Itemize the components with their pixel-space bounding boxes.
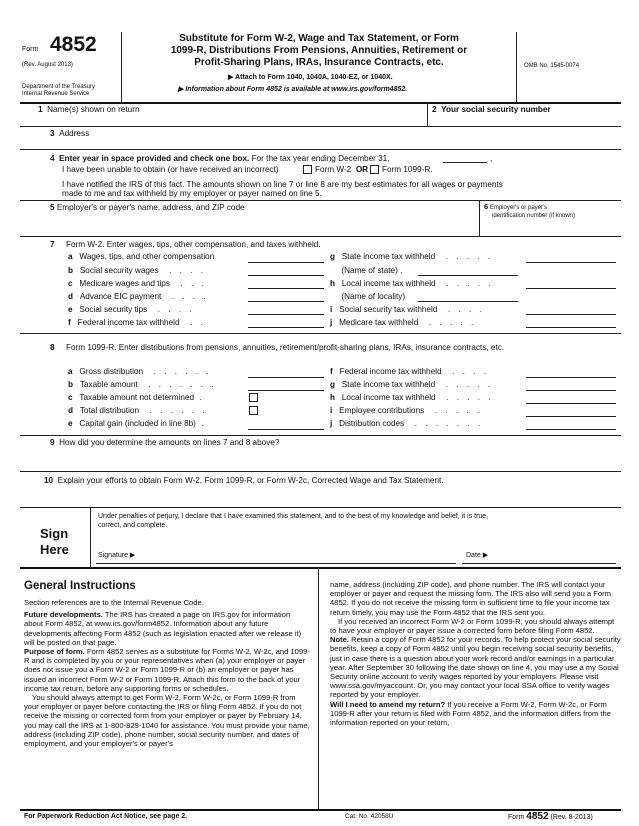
footer-paperwork-notice: For Paperwork Reduction Act Notice, see page 2. [24, 813, 188, 820]
line8-row: i Employee contributions . . . . . [330, 406, 483, 415]
signature-label: Signature ▶ [98, 552, 136, 559]
tax-year-field[interactable] [443, 162, 487, 163]
line6-label: 6 Employer's or payer's identification number (if known) [484, 202, 576, 219]
instructions-right-column [330, 580, 622, 727]
line7-row: (Name of locality) [341, 292, 406, 301]
line4-notice-1: I have notified the IRS of this fact. The amounts shown on line 7 or line 8 are my best estimates for all wages or payments [62, 180, 503, 189]
line8j-field[interactable] [526, 429, 616, 430]
line8-row: b Taxable amount . . . . . . . [68, 380, 217, 389]
instructions-paragraph: name, address (including ZIP code), and phone number. The IRS will contact your employer or payer and request the missing form. The IRS also will send you a Form 4852. If you do not receive the missing form in sufficient time to file your income tax return timely, you may use the Form 4852 that the IRS sent you. [330, 580, 611, 617]
line7g-field[interactable] [526, 262, 616, 263]
line8-intro: 8 Form 1099-R. Enter distributions from pensions, annuities, retirement/profit-sharing plans, IRAs, insurance contracts, etc. [50, 343, 505, 352]
triangle-icon: ▶ [178, 86, 184, 93]
line7e-field[interactable] [248, 314, 324, 315]
line8-row: d Total distribution . . . . . . [68, 406, 208, 415]
line7a-field[interactable] [248, 262, 324, 263]
instructions-paragraph: Section references are to the Internal Revenue Code. [24, 598, 204, 607]
line2-label: 2 Your social security number [432, 105, 551, 114]
footer-form-id: Form 4852 (Rev. 8-2013) [508, 811, 593, 822]
instructions-paragraph: Purpose of form. Form 4852 serves as a substitute for Forms W-2, W-2c, and 1099-R and is completed by you or your representatives when (a) your employer or payer does not issue you a Form W-2 or Form 1099-R or (b) an employer or payer has issued an incorrect Form W-2 or Form 1099-R. Attach this form to the back of your income tax return, before any supporting forms or schedules. [24, 647, 310, 693]
line8-row: c Taxable amount not determined . [68, 393, 205, 402]
line8a-field[interactable] [248, 377, 324, 378]
line7-row: (Name of state) . [341, 266, 403, 275]
line8-row: g State income tax withheld . . . . . [330, 380, 494, 389]
line7-row: a Wages, tips, and other compensation [68, 252, 215, 261]
line7c-field[interactable] [248, 288, 324, 289]
signature-line[interactable] [96, 563, 456, 564]
form-1099r-checkbox[interactable] [370, 165, 379, 174]
employer-field[interactable] [50, 214, 475, 234]
line8-row: a Gross distribution . . . . . . [68, 367, 212, 376]
instructions-left-column [24, 598, 311, 748]
instructions-paragraph: Future developments. The IRS has created a page on IRS.gov for information about Form 4852, at www.irs.gov/form4852. Information about any future developments affecting Form 4852 (such as legislation enacted after we release it) will be posted on that page. [24, 610, 302, 647]
line8-row: f Federal income tax withheld . . . . [330, 367, 489, 376]
info-instruction: ▶ Information about Form 4852 is available at www.irs.gov/form4852. [178, 86, 408, 93]
line9-label: 9 How did you determine the amounts on lines 7 and 8 above? [50, 438, 280, 447]
revision-date: (Rev. August 2013) [22, 62, 73, 68]
omb-number: OMB No. 1545-0074 [524, 63, 580, 69]
perjury-statement: Under penalties of perjury, I declare that I have examined this statement, and to the best of my knowledge and belief, it is true, correct, and complete. [98, 513, 489, 529]
instructions-paragraph: If you received an incorrect Form W-2 or Form 1099-R, you should always attempt to have your employer or payer issue a corrected form before filing Form 4852. [330, 616, 615, 636]
line7-row: c Medicare wages and tips . . . [68, 279, 207, 288]
form-title: Substitute for Form W-2, Wage and Tax Statement, or Form 1099-R, Distributions From Pensions, Annuities, Retirement or Profit-Sharing Plans, IRAs, Insurance Contracts, etc. [170, 33, 468, 68]
locality-name-field[interactable] [418, 301, 518, 302]
line7-row: j Medicare tax withheld . . . . . [330, 318, 477, 327]
line7d-field[interactable] [248, 301, 324, 302]
catalog-number: Cat. No. 42058U [345, 813, 394, 820]
line8-row: e Capital gain (included in line 8b) . [68, 419, 207, 428]
triangle-icon: ▶ [482, 552, 489, 559]
line8-row: h Local income tax withheld . . . . . [330, 393, 494, 402]
line7-row: f Federal income tax withheld . . [68, 318, 206, 327]
line7j-field[interactable] [526, 327, 616, 328]
line8g-field[interactable] [526, 390, 616, 391]
name-field[interactable] [40, 116, 425, 124]
taxable-not-determined-checkbox[interactable] [249, 393, 258, 402]
form-label: Form [22, 46, 39, 53]
ssn-field[interactable] [432, 116, 617, 124]
form-w2-option: Form W-2 OR [315, 165, 369, 174]
total-distribution-checkbox[interactable] [249, 406, 258, 415]
triangle-icon: ▶ [129, 552, 136, 559]
line10-answer-field[interactable] [50, 487, 616, 505]
attach-instruction: ▶ Attach to Form 1040, 1040A, 1040-EZ, or 1040X. [228, 74, 393, 81]
department-line: Department of the Treasury [22, 84, 96, 90]
line8h-field[interactable] [526, 403, 616, 404]
line8f-field[interactable] [526, 377, 616, 378]
line7h-field[interactable] [526, 288, 616, 289]
line3-label: 3 Address [50, 129, 90, 138]
line9-answer-field[interactable] [50, 449, 616, 469]
address-field[interactable] [90, 129, 610, 143]
date-line[interactable] [462, 563, 616, 564]
instructions-paragraph: Note. Retain a copy of Form 4852 for your records. To help protect your social security benefits, keep a copy of Form 4852 until you begin receiving social security benefits, just in case there is a question about your work record and/or earnings in a particular year. After September 30 following the date shown on line 4, you may use a my Social Security online account to verify wages reported by your employers. Please visit www.ssa.gov/myaccount. Or, you may contact your local SSA office to verify wages reported by your employer. [330, 635, 621, 700]
sign-here-title: Sign Here [40, 526, 69, 557]
service-line: Internal Revenue Service [22, 91, 90, 97]
line10-label: 10 Explain your efforts to obtain Form W-2, Form 1099-R, or Form W-2c, Corrected Wage and Tax Statement. [44, 476, 444, 485]
line8-row: j Distribution codes . . . . . . . [330, 419, 484, 428]
form-4852-page: Form 4852 (Rev. August 2013) Department of the Treasury Internal Revenue Service Substitute for Form W-2, Wage and Tax Statement, or Form 1099-R, Distributions From Pensions, Annuities, Retirement or Profit-Sharing Plans, IRAs, Insurance Contracts, etc. ▶ Attach to Form 1040, 1040A, 1040-EZ, or 1040X. ▶ Information about Form 4852 is available at www.irs.gov/form4852. OMB No. 1545-0074 1 Name(s) shown on return 2 Your social security number 3 Address 4 Enter year in space provided and check one box. For the tax year ending December 31, , I have been unable to obtain (or have received an incorrect) Form W-2 OR Form 1099-R. I have notified the IRS of this fact. The amounts shown on line 7 or line 8 are my best estimates for all wages or payments made to me and tax withheld by my employer or payer named on line 5. 5 Employer's or payer's name, address, and ZIP code 6 Employer's or payer's identification number (if known) 7 Form W-2. Enter wages, tips, other compensation, and taxes withheld. a Wages, tips, and other compensation b Social security wages . . . . c Medicare wages and tips . . . d Advance EIC payment . . . . e Social security tips . . . . f Federal income tax withheld . . g State income tax withheld . . . . . (Name of state) . h Local income tax withheld . . . . . (Name of locality) i Social security tax withheld . . . . j Medicare tax withheld . . . . . 8 Form 1099-R. Enter distributions from pensions, annuities, retirement/profit-sharing plans, IRAs, insurance contracts, etc. a Gross distribution . . . . . . b Taxable amount . . . . . . . c Taxable amount not determined . d Total distribution . . . . . . e Capital gain (included in line 8b) . f Federal income tax withheld . . . . g State income tax withheld . . . . . h Local income tax withheld . . . . . i Employee contributions . . . . . j Distribution codes . . . . . . . 9 How did you determine the amounts on lines 7 and 8 above? 10 Explain your efforts to obtain Form W-2, Form 1099-R, or Form W-2c, Corrected Wage and Tax Statement. Sign Here Under penalties of perjury, I declare that I have examined this statement, and to the best of my knowledge and belief, it is true, correct, and complete. Signature ▶ Date ▶ General Instructions Section references are to the Internal Revenue Code. Future developments. The IRS has created a page on IRS.gov for information about Form 4852, at www.irs.gov/form4852. Information about any future developments affecting Form 4852 (such as legislation enacted after we release it) will be posted on that page. Purpose of form. Form 4852 serves as a substitute for Forms W-2, W-2c, and 1099-R and is completed by you or your representatives when (a) your employer or payer does not issue you a Form W-2 or Form 1099-R or (b) an employer or payer has issued an incorrect Form W-2 or Form 1099-R. Attach this form to the back of your income tax return, before any supporting forms or schedules. You should always attempt to get Form W-2, Form W-2c, or Form 1099-R from your employer or payer before contacting the IRS or filing Form 4852. If you do not receive the missing or corrected form from your employer or payer by February 14, you may call the IRS at 1-800-829-1040 for assistance. You must provide your name, address (including ZIP code), phone number, social security number, and dates of employment, and your employer's or payer's name, address (including ZIP code), and phone number. The IRS will contact your employer or payer and request the missing form. The IRS also will send you a Form 4852. If you do not receive the missing form in sufficient time to file your income tax return timely, you may use the Form 4852 that the IRS sent you. If you received an incorrect Form W-2 or Form 1099-R, you should always attempt to have your employer or payer issue a corrected form before filing Form 4852. Note. Retain a copy of Form 4852 for your records. To help protect your social security benefits, keep a copy of Form 4852 until you begin receiving social security benefits, just in case there is a question about your work record and/or earnings in a particular year. After September 30 following the date shown on line 4, you may use a my Social Security online account to verify wages reported by your employers. Please visit www.ssa.gov/myaccount. Or, you may contact your local SSA office to verify wages reported by your employer. Will I need to amend my return? If you receive a Form W-2, Form W-2c, or Form 1099-R after your return is filed with Form 4852, and the information differs from the information reported on your return, For Paperwork Reduction Act Notice, see page 2. Cat. No. 42058U Form 4852 (Rev. 8-2013) [22, 33, 621, 822]
line7-row: h Local income tax withheld . . . . . [330, 279, 494, 288]
line7f-field[interactable] [248, 327, 324, 328]
form-w2-checkbox[interactable] [303, 165, 312, 174]
line8i-field[interactable] [526, 416, 616, 417]
line8b-field[interactable] [248, 390, 324, 391]
line7-row: b Social security wages . . . . [68, 266, 207, 275]
form-number: 4852 [50, 33, 97, 56]
line4-option-text: I have been unable to obtain (or have received an incorrect) [62, 165, 279, 174]
state-name-field[interactable] [418, 275, 518, 276]
line7-row: i Social security tax withheld . . . . [330, 305, 485, 314]
line4-notice-2: made to me and tax withheld by my employer or payer named on line 5. [62, 189, 322, 198]
line7b-field[interactable] [248, 275, 324, 276]
line7-row: g State income tax withheld . . . . . [330, 252, 494, 261]
triangle-icon: ▶ [228, 74, 234, 81]
line5-label: 5 Employer's or payer's name, address, and ZIP code [50, 203, 245, 212]
date-label: Date ▶ [466, 552, 489, 559]
instructions-paragraph: Will I need to amend my return? If you receive a Form W-2, Form W-2c, or Form 1099-R after your return is filed with Form 4852, and the information differs from the information reported on your return, [330, 699, 611, 728]
line7-row: d Advance EIC payment . . . . [68, 292, 209, 301]
line7-intro: 7 Form W-2. Enter wages, tips, other compensation, and taxes withheld. [50, 240, 321, 249]
instructions-heading: General Instructions [24, 580, 136, 592]
line8e-field[interactable] [248, 429, 324, 430]
line4-label: 4 Enter year in space provided and check one box. For the tax year ending December 31, [50, 154, 390, 163]
instructions-paragraph: You should always attempt to get Form W-2, Form W-2c, or Form 1099-R from your employer or payer before contacting the IRS or filing Form 4852. If you do not receive the missing or corrected form from your employer or payer by February 14, you may call the IRS at 1-800-829-1040 for assistance. You must provide your name, address (including ZIP code), phone number, social security number, and dates of employment, and your employer's or payer's [24, 693, 310, 749]
line7i-field[interactable] [526, 314, 616, 315]
line7-row: e Social security tips . . . . [68, 305, 195, 314]
line1-label: 1 Name(s) shown on return [38, 105, 140, 114]
form-1099r-option: Form 1099-R. [382, 165, 433, 174]
